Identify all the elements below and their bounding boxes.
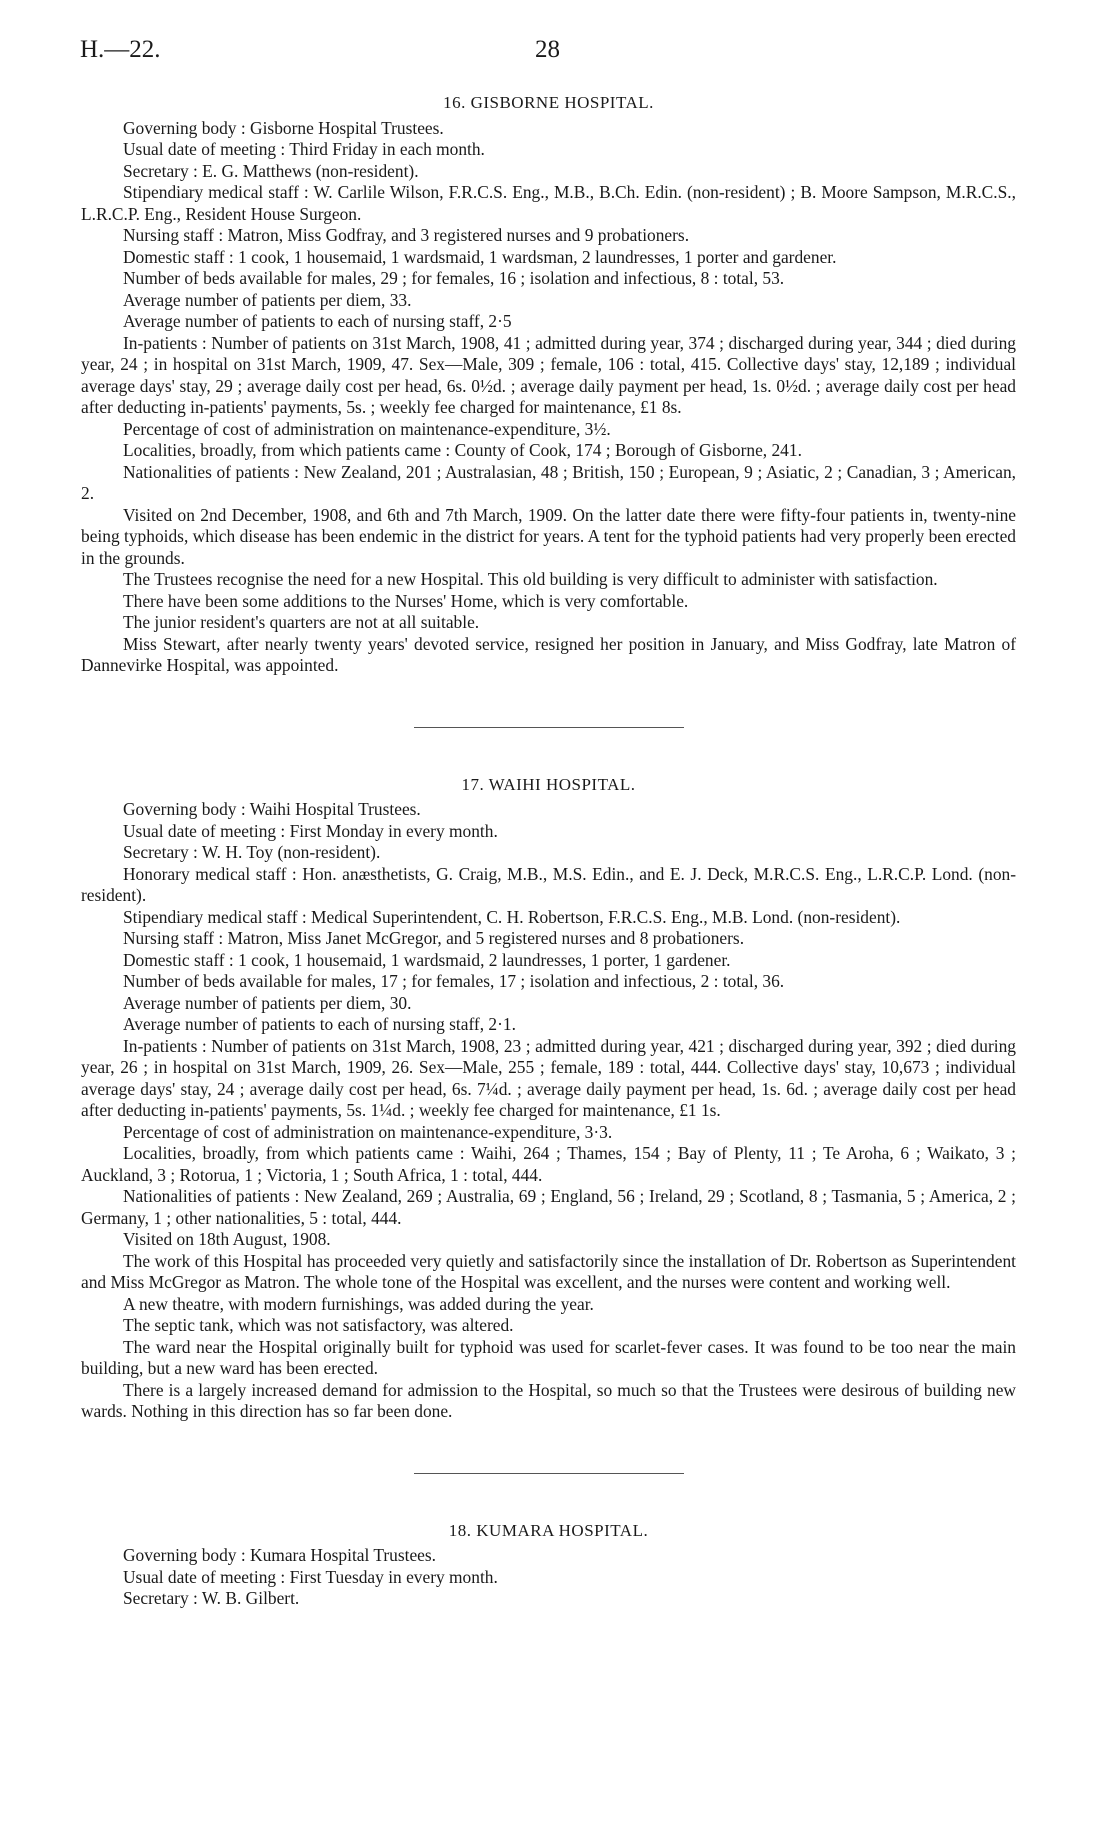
paragraph: Nursing staff : Matron, Miss Janet McGregor, and 5 registered nurses and 8 probationers. — [123, 928, 745, 948]
section-waihi-hospital — [81, 774, 1016, 1423]
paragraph: The work of this Hospital has proceeded very quietly and satisfactorily since the installation of Dr. Robertson as Superintendent and Miss McGregor as Matron. The whole tone of the Hospital was excellent, and the nurses were content and working well. — [81, 1250, 1016, 1292]
paragraph: There is a largely increased demand for admission to the Hospital, so much so that the Trustees were desirous of building new wards. Nothing in this direction has so far been done. — [81, 1379, 1016, 1421]
paragraph: A new theatre, with modern furnishings, was added during the year. — [123, 1293, 594, 1314]
paragraph: Secretary : W. B. Gilbert. — [123, 1588, 300, 1608]
section-title: 18. KUMARA HOSPITAL. — [448, 1520, 649, 1540]
page-number: 28 — [535, 36, 560, 63]
paragraph: Nationalities of patients : New Zealand, 201 ; Australasian, 48 ; British, 150 ; European, 9 ; Asiatic, 2 ; Canadian, 3 ; American, 2. — [81, 461, 1016, 503]
document-body — [81, 92, 1016, 1610]
document-reference: H.—22. — [80, 36, 161, 63]
section-kumara-hospital — [81, 1520, 1016, 1610]
paragraph: Localities, broadly, from which patients came : Waihi, 264 ; Thames, 154 ; Bay of Plenty, 11 ; Te Aroha, 6 ; Waikato, 3 ; Auckland, 3 ; Rotorua, 1 ; Victoria, 1 ; South Africa, 1 : total, 444. — [81, 1143, 1016, 1185]
section-divider — [414, 1473, 684, 1474]
section-title: 16. GISBORNE HOSPITAL. — [443, 93, 654, 112]
paragraph: Average number of patients per diem, 30. — [123, 992, 412, 1013]
paragraph: In-patients : Number of patients on 31st March, 1908, 23 ; admitted during year, 421 ; discharged during year, 392 ; died during year, 26 ; in hospital on 31st March, 1909, 26. Sex—Male, 255 ; female, 189 : total, 444. Collective days' stay, 10,673 ; individual average days' stay, 24 ; average daily cost per head, 6s. 7¼d. ; average daily payment per head, 1s. 6d. ; average daily cost per head after deducting in-patients' payments, 5s. 1¼d. ; weekly fee charged for maintenance, £1 1s. — [81, 1035, 1016, 1120]
paragraph: Localities, broadly, from which patients came : County of Cook, 174 ; Borough of Gisborne, 241. — [123, 440, 802, 460]
paragraph: Visited on 2nd December, 1908, and 6th and 7th March, 1909. On the latter date there were fifty-four patients in, twenty-nine being typhoids, which disease has been endemic in the district for years. A tent for the typhoid patients had very properly been erected in the grounds. — [81, 504, 1016, 568]
paragraph: Usual date of meeting : First Tuesday in every month. — [123, 1566, 498, 1587]
paragraph: Nursing staff : Matron, Miss Godfray, and 3 registered nurses and 9 probationers. — [123, 225, 690, 245]
paragraph: Number of beds available for males, 17 ; for females, 17 ; isolation and infectious, 2 : total, 36. — [123, 971, 785, 991]
paragraph: Number of beds available for males, 29 ; for females, 16 ; isolation and infectious, 8 : total, 53. — [123, 268, 785, 288]
paragraph: Average number of patients to each of nursing staff, 2·1. — [123, 1014, 516, 1034]
paragraph: Usual date of meeting : Third Friday in each month. — [123, 139, 485, 159]
paragraph: The junior resident's quarters are not at all suitable. — [123, 612, 480, 632]
paragraph: Governing body : Kumara Hospital Trustees. — [123, 1545, 437, 1565]
page-header — [0, 36, 1114, 76]
paragraph: The Trustees recognise the need for a new Hospital. This old building is very difficult to administer with satisfaction. — [123, 569, 938, 589]
paragraph: The ward near the Hospital originally built for typhoid was used for scarlet-fever cases. It was found to be too near the main building, but a new ward has been erected. — [81, 1336, 1016, 1378]
paragraph: Nationalities of patients : New Zealand, 269 ; Australia, 69 ; England, 56 ; Ireland, 29 ; Scotland, 8 ; Tasmania, 5 ; America, 2 ; Germany, 1 ; other nationalities, 5 : total, 444. — [81, 1186, 1016, 1228]
paragraph: In-patients : Number of patients on 31st March, 1908, 41 ; admitted during year, 374 ; discharged during year, 344 ; died during year, 24 ; in hospital on 31st March, 1909, 47. Sex—Male, 309 ; female, 106 : total, 415. Collective days' stay, 12,189 ; individual average days' stay, 29 ; average daily cost per head, 6s. 0½d. ; average daily payment per head, 1s. 0½d. ; average daily cost per head after deducting in-patients' payments, 5s. ; weekly fee charged for maintenance, £1 8s. — [81, 332, 1016, 417]
paragraph: Percentage of cost of administration on maintenance-expenditure, 3·3. — [123, 1121, 613, 1142]
paragraph: Visited on 18th August, 1908. — [123, 1229, 331, 1249]
paragraph: Governing body : Waihi Hospital Trustees. — [123, 799, 421, 819]
paragraph: Usual date of meeting : First Monday in every month. — [123, 820, 498, 841]
paragraph: Governing body : Gisborne Hospital Trustees. — [123, 117, 444, 138]
paragraph: There have been some additions to the Nurses' Home, which is very comfortable. — [123, 590, 689, 611]
section-gisborne-hospital — [81, 92, 1016, 677]
paragraph: Stipendiary medical staff : W. Carlile Wilson, F.R.C.S. Eng., M.B., B.Ch. Edin. (non-resident) ; B. Moore Sampson, M.R.C.S., L.R.C.P. Eng., Resident House Surgeon. — [81, 182, 1016, 224]
paragraph: Average number of patients to each of nursing staff, 2·5 — [123, 311, 512, 331]
section-title: 17. WAIHI HOSPITAL. — [461, 774, 636, 794]
section-divider — [414, 727, 684, 728]
paragraph: The septic tank, which was not satisfactory, was altered. — [123, 1315, 514, 1335]
paragraph: Average number of patients per diem, 33. — [123, 289, 412, 310]
paragraph: Honorary medical staff : Hon. anæsthetists, G. Craig, M.B., M.S. Edin., and E. J. Deck, M.R.C.S. Eng., L.R.C.P. Lond. (non-resident). — [81, 863, 1016, 905]
paragraph: Secretary : W. H. Toy (non-resident). — [123, 842, 381, 862]
paragraph: Secretary : E. G. Matthews (non-resident). — [123, 160, 419, 181]
paragraph: Stipendiary medical staff : Medical Superintendent, C. H. Robertson, F.R.C.S. Eng., M.B. Lond. (non-resident). — [123, 906, 901, 927]
paragraph: Miss Stewart, after nearly twenty years' devoted service, resigned her position in January, and Miss Godfray, late Matron of Dannevirke Hospital, was appointed. — [81, 633, 1016, 675]
paragraph: Domestic staff : 1 cook, 1 housemaid, 1 wardsmaid, 1 wardsman, 2 laundresses, 1 porter and gardener. — [123, 246, 837, 267]
paragraph: Percentage of cost of administration on maintenance-expenditure, 3½. — [123, 418, 611, 439]
paragraph: Domestic staff : 1 cook, 1 housemaid, 1 wardsmaid, 2 laundresses, 1 porter, 1 gardener. — [123, 949, 731, 970]
